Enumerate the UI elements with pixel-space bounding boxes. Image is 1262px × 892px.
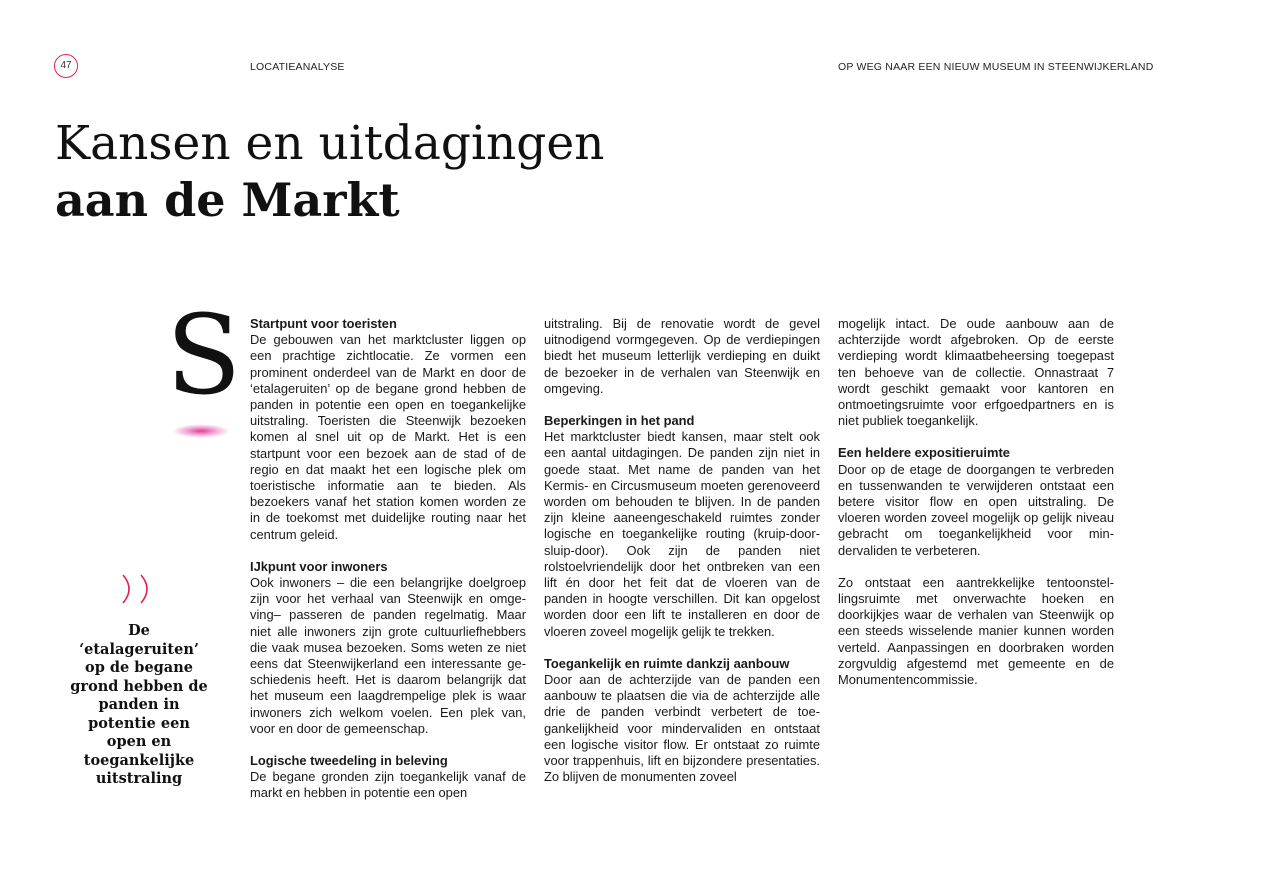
section-header: LOCATIEANALYSE: [250, 61, 345, 73]
glow-accent: [172, 424, 230, 438]
text-column-1: [250, 316, 526, 802]
page-title-line2: aan de Markt: [55, 173, 400, 227]
paragraph: Door op de etage de doorgangen te verbreden en tussenwanden te verwijderen ontstaat een betere visitor flow en open uitstraling. De vloeren worden zoveel mogelijk op gelijk niveau gebracht om toegankelijkheid voor mindervaliden te verbeteren.: [838, 461, 1114, 558]
text-column-2: [544, 316, 820, 785]
paragraph: De begane gronden zijn toegankelijk vanaf de markt en hebben in potentie een open: [250, 769, 526, 801]
publication-header: OP WEG NAAR EEN NIEUW MUSEUM IN STEENWIJKERLAND: [838, 61, 1154, 73]
text-column-3: [838, 316, 1114, 688]
heading-ijkpunt: IJkpunt voor inwoners: [250, 558, 388, 574]
paragraph: Ook inwoners – die een belangrijke doelgroep zijn voor het verhaal van Steenwijk en omgeving– passeren de panden regelmatig. Maar niet alle inwoners zijn grote cultuurliefhebbers die vaak musea bezoeken. Soms weten ze niet eens dat Steenwijkerland een interessante geschiedenis heeft. Het is daarom belangrijk dat het museum een laagdrempelige plek is waar inwoners zich welkom voelen. Een plek van, voor en door de gemeenschap.: [250, 575, 526, 736]
paragraph: mogelijk intact. De oude aanbouw aan de achterzijde wordt afgebroken. Op de eerste verdieping wordt klimaatbeheersing toegepast ten behoeve van de collectie. Onnastraat 7 wordt geschikt gemaakt voor kantoren en ontmoetingsruimte voor erfgoedpartners en is niet publiek toegankelijk.: [838, 316, 1114, 429]
heading-startpunt: Startpunt voor toeristen: [250, 316, 397, 331]
paragraph: Zo ontstaat een aantrekkelijke tentoonstellingsruimte met onverwachte hoeken en doorkijkjes waar de verhalen van Steenwijk op een steeds wisselende manier kunnen worden verteld. Aanpassingen en doorbraken worden zorgvuldig afgestemd met gemeente en de Monumentencommissie.: [838, 574, 1114, 688]
heading-beperkingen: Beperkingen in het pand: [544, 413, 695, 429]
paragraph: Door aan de achterzijde van de panden een aanbouw te plaatsen die via de achterzijde alle drie de panden verbindt verbetert de toegankelijkheid voor mindervaliden en ontstaat een logische visitor flow. Er ontstaat zo ruimte voor trappenhuis, lift en bijzondere presentaties. Zo blijven de monumenten zoveel: [544, 672, 820, 785]
quote-marks-icon: [117, 572, 163, 606]
closing-quote-icon: [117, 572, 163, 613]
page-number: 47: [54, 54, 78, 78]
paragraph: De gebouwen van het marktcluster liggen op een prachtige zichtlocatie. Ze vormen een prominent onderdeel van de Markt en door de ‘etalageruiten’ op de begane grond hebben de panden in potentie een open en toegankelijke uitstraling. Toeristen die Steenwijk bezoeken komen al snel uit op de Markt. Het is een startpunt voor een bezoek aan de stad of de regio en dat maakt het een logische plek om toeristische informatie aan te bieden. Als bezoekers vanaf het station komen worden ze in de toekomst met duidelijke routing naar het centrum geleid.: [250, 332, 526, 542]
heading-aanbouw: Toegankelijk en ruimte dankzij aanbouw: [544, 655, 790, 671]
heading-expositieruimte: Een heldere expositieruimte: [838, 445, 1010, 461]
page-title-line1: Kansen en uitdagingen: [55, 116, 605, 171]
heading-tweedeling: Logische tweedeling in beleving: [250, 753, 448, 769]
drop-cap: S: [166, 291, 242, 419]
pull-quote: De ‘etalageruiten’ op de begane grond hebben de panden in potentie een open en toegankelijke uitstraling: [70, 622, 208, 787]
paragraph: uitstraling. Bij de renovatie wordt de gevel uitnodigend vormgegeven. Op de verdiepingen biedt het museum letterlijk verdieping en duikt de bezoeker in de verhalen van Steenwijk en omgeving.: [544, 316, 820, 396]
paragraph: Het marktcluster biedt kansen, maar stelt ook een aantal uitdagingen. De panden zijn niet in goede staat. Met name de panden van het Kermis- en Circusmuseum moeten gerenoveerd worden om behouden te blijven. In de panden zijn kleine aaneengeschakeld ruimtes zonder logische en toegankelijke routing (kruip-door-sluip-door). Ook zijn de panden niet rolstoelvriendelijk door het ontbreken van een lift én door het feit dat de vloeren van de panden in hoogte verschillen. Dit kan opgelost worden door een lift te installeren en door de vloeren zoveel mogelijk gelijk te trekken.: [544, 429, 820, 639]
